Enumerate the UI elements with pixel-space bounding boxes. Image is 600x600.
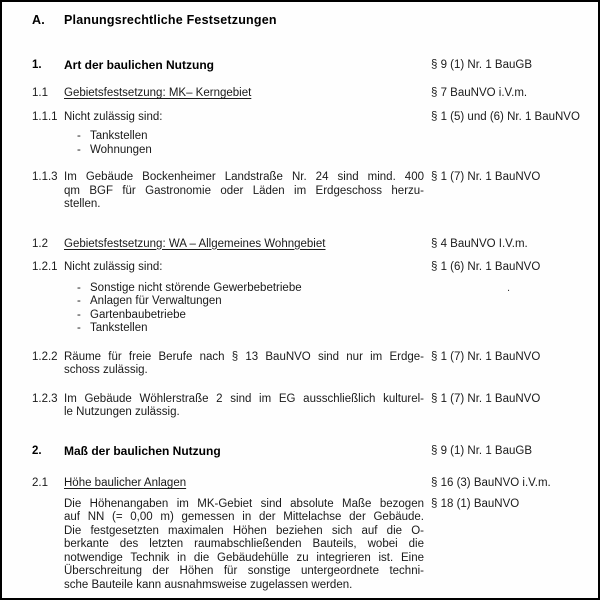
paragraph-line: berkante des letzten raumabschließenden Bauteils, wobei die: [64, 538, 424, 550]
legal-reference: § 9 (1) Nr. 1 BauGB: [431, 58, 532, 71]
section-title: Art der baulichen Nutzung: [64, 57, 214, 72]
list-item: [77, 282, 424, 296]
bullet-dash: -: [77, 130, 81, 142]
section-number: 1.1.1: [32, 110, 58, 123]
section-number: 1.2.2: [32, 350, 58, 363]
page-title: Planungsrechtliche Festsetzungen: [64, 13, 277, 27]
legal-reference: § 4 BauNVO I.V.m.: [431, 237, 528, 250]
paragraph-line: Die Höhenangaben im MK-Gebiet sind absolute Maße bezogen: [64, 497, 424, 510]
legal-reference: § 1 (7) Nr. 1 BauNVO: [431, 350, 541, 363]
header-number: A.: [32, 13, 45, 27]
list-item: [77, 130, 424, 144]
list-item-text: Tankstellen: [90, 130, 148, 142]
section-number: 1.1.3: [32, 171, 58, 183]
list-item-text: Anlagen für Verwaltungen: [90, 295, 222, 307]
legal-reference: § 9 (1) Nr. 1 BauGB: [431, 444, 532, 457]
number-spacer: [32, 498, 64, 593]
list-item-text: Gartenbaubetriebe: [90, 308, 186, 321]
paragraph: [64, 351, 424, 378]
list-item: [77, 295, 424, 309]
section-row-1-1: [2, 87, 598, 101]
paragraph-line: sche Bauteile kann ausnahmsweise zugelassen werden.: [64, 578, 353, 591]
header-ref-spacer: [431, 14, 592, 28]
section-number: 1.2: [32, 237, 48, 250]
list-item-text: Tankstellen: [90, 322, 148, 334]
section-title: Nicht zulässig sind:: [64, 261, 163, 273]
section-number: 1.1: [32, 87, 48, 99]
section-number: 1.2.1: [32, 261, 58, 273]
scan-artifact-dot: .: [507, 282, 511, 294]
section-row-1-2-1: [2, 261, 598, 275]
paragraph-line: auf NN (= 0,00 m) gemessen in der Mittelachse der Gebäude.: [64, 511, 424, 523]
paragraph: [64, 393, 424, 420]
legal-reference: § 7 BauNVO i.V.m.: [431, 87, 528, 99]
section-title: Gebietsfestsetzung: WA – Allgemeines Wohngebiet: [64, 237, 326, 250]
legal-reference: § 16 (3) BauNVO i.V.m.: [431, 477, 551, 489]
list-item: [77, 309, 424, 323]
list-item-text: Sonstige nicht störende Gewerbebetriebe: [90, 281, 302, 294]
bullet-dash: -: [77, 295, 81, 307]
section-row-1-1-3: [2, 171, 598, 212]
legal-reference: § 1 (7) Nr. 1 BauNVO: [431, 171, 541, 183]
section-number: 2.1: [32, 477, 48, 489]
section-number: 1.: [32, 58, 42, 71]
section-number: 2.: [32, 444, 42, 457]
section-title: Höhe baulicher Anlagen: [64, 477, 187, 489]
section-row-1-2-2: [2, 351, 598, 378]
section-row-1-1-1: [2, 111, 598, 125]
section-body-2-1: [2, 498, 598, 593]
number-spacer: [32, 282, 64, 336]
paragraph: [64, 171, 424, 212]
section-row-2-1: [2, 477, 598, 491]
paragraph-line: le Nutzungen zulässig.: [64, 406, 180, 418]
paragraph-line: Die festgesetzten maximalen Höhen beziehen sich auf die O-: [64, 524, 424, 537]
legal-reference: § 1 (6) Nr. 1 BauNVO: [431, 261, 541, 273]
paragraph-line: schoss zulässig.: [64, 364, 148, 376]
section-number: 1.2.3: [32, 392, 58, 405]
section-title: Gebietsfestsetzung: MK– Kerngebiet: [64, 87, 252, 99]
paragraph-line: stellen.: [64, 198, 101, 210]
section-row-1: [2, 59, 598, 73]
paragraph-line: Im Gebäude Wöhlerstraße 2 sind im EG ausschließlich kulturel-: [64, 392, 424, 405]
paragraph-line: notwendige Technik in die Gebäudehülle zu integrieren ist. Eine: [64, 551, 424, 564]
legal-reference: § 1 (5) und (6) Nr. 1 BauNVO: [431, 110, 580, 123]
list-item: [77, 144, 424, 158]
legal-reference: § 18 (1) BauNVO: [431, 497, 520, 510]
paragraph: [64, 498, 424, 593]
bullet-list-1-1-1: [2, 130, 598, 157]
bullet-dash: -: [77, 322, 81, 334]
list-item-text: Wohnungen: [90, 143, 152, 156]
section-row-1-2: [2, 238, 598, 252]
list-item: [77, 322, 424, 336]
bullet-dash: -: [77, 143, 81, 156]
paragraph-line: qm BGF für Gastronomie oder Läden im Erdgeschoss herzu-: [64, 184, 424, 197]
section-row-2: [2, 445, 598, 459]
bullet-dash: -: [77, 308, 81, 321]
paragraph-line: Räume für freie Berufe nach § 13 BauNVO sind nur im Erdge-: [64, 350, 424, 363]
bullet-dash: -: [77, 281, 81, 294]
number-spacer: [32, 130, 64, 157]
section-title: Maß der baulichen Nutzung: [64, 443, 221, 458]
document-header: [2, 14, 598, 28]
paragraph-line: Im Gebäude Bockenheimer Landstraße Nr. 24 sind mind. 400: [64, 171, 424, 183]
section-title: Nicht zulässig sind:: [64, 110, 163, 123]
legal-reference: § 1 (7) Nr. 1 BauNVO: [431, 392, 541, 405]
paragraph-line: Überschreitung der Höhen für sonstige untergeordnete techni-: [64, 565, 424, 577]
section-row-1-2-3: [2, 393, 598, 420]
